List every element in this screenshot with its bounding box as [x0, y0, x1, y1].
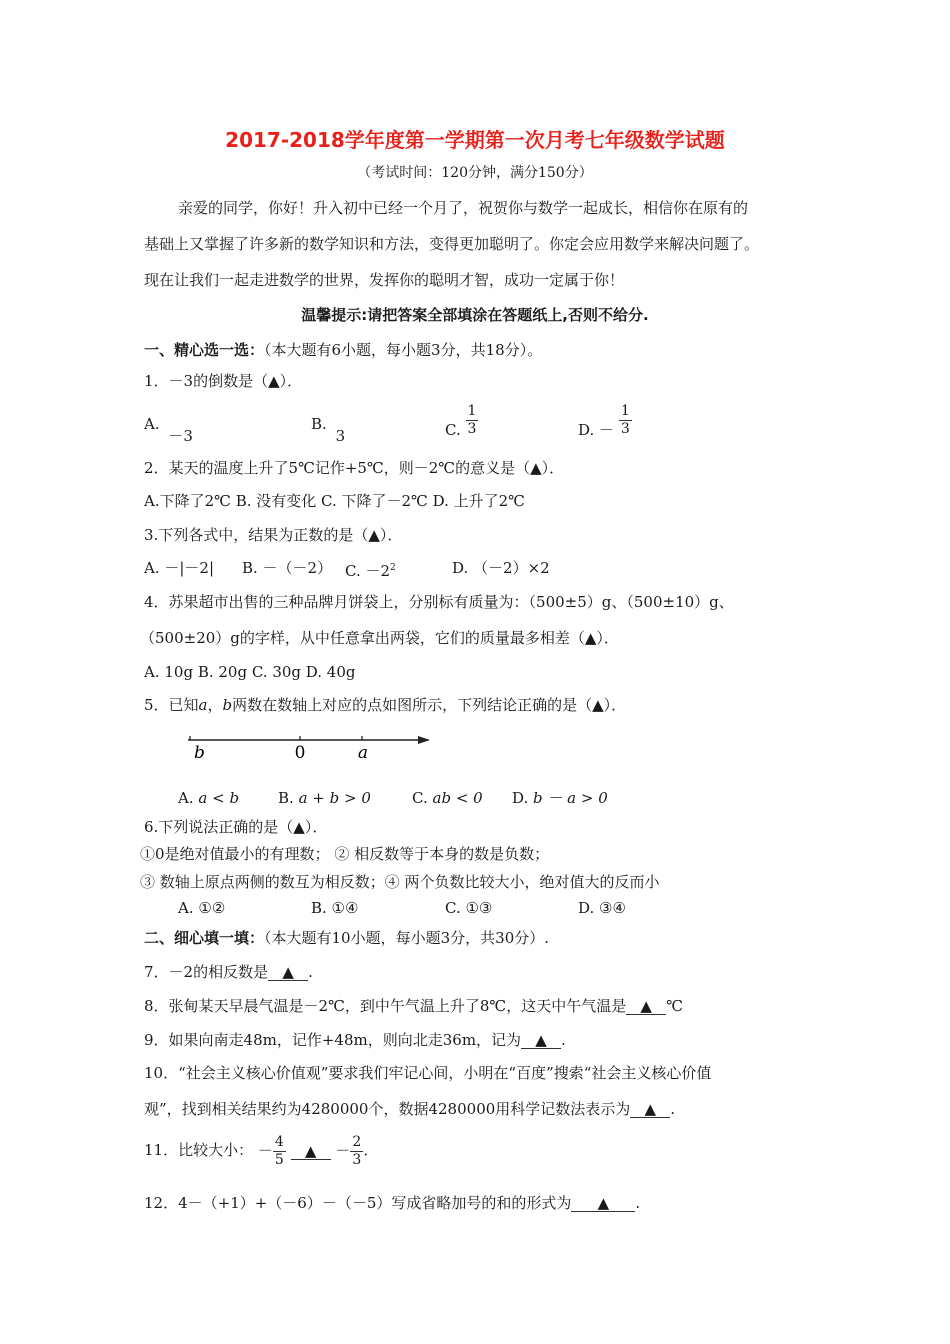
q5-option-b-label: B.	[278, 789, 294, 807]
q5-var-a: a	[198, 696, 208, 714]
fraction-numerator: 2	[352, 1134, 362, 1150]
q6-statement-2: ③ 数轴上原点两侧的数互为相反数；④ 两个负数比较大小，绝对值大的反而小	[140, 873, 660, 891]
q11-answer-blank: ▲	[291, 1143, 331, 1160]
q1-option-c	[445, 403, 478, 438]
q1-option-d-label: D.	[578, 420, 595, 439]
q5-option-b	[278, 788, 371, 808]
q1-option-b	[311, 414, 346, 445]
q1-option-a-value: －3	[168, 427, 193, 445]
section-2-heading: 二、细心填一填：	[144, 929, 265, 947]
fraction-numerator: 1	[467, 403, 477, 419]
q3-option-c-base: C. －2	[345, 562, 391, 580]
q1-option-b-value: 3	[335, 427, 346, 445]
q3-option-c	[345, 558, 396, 581]
q10-line-2	[144, 1099, 675, 1119]
section-1-header	[144, 340, 542, 360]
q5-var-b: b	[222, 696, 233, 714]
q11-text: 11．比较大小：	[144, 1140, 254, 1159]
intro-line-2: 基础上又掌握了许多新的数学知识和方法，变得更加聪明了。你定会应用数学来解决问题了。	[144, 235, 760, 253]
q5-option-d-label: D.	[512, 789, 529, 807]
number-line-figure	[180, 728, 440, 768]
q3-option-d: D. （－2）×2	[452, 559, 550, 577]
fraction-denominator: 5	[274, 1152, 284, 1168]
q6-option-c: C. ①③	[445, 899, 493, 917]
q4-line-2: （500±20）g的字样，从中任意拿出两袋，它们的质量最多相差（▲）．	[140, 629, 619, 647]
q9-end: .	[561, 1031, 566, 1049]
q5-option-d	[512, 788, 608, 808]
q5-stem-mid: ，	[207, 696, 223, 714]
q11-sign-1: －	[257, 1141, 273, 1160]
warning-tip: 温馨提示:请把答案全部填涂在答题纸上,否则不给分.	[301, 306, 649, 324]
q8	[144, 996, 683, 1016]
q5-option-c-expr: ab < 0	[432, 789, 483, 807]
q8-end: ℃	[666, 997, 683, 1015]
q3-stem: 3.下列各式中，结果为正数的是（▲）．	[144, 526, 403, 544]
fraction-numerator: 1	[620, 403, 630, 419]
exam-info: （考试时间：120分钟，满分150分）	[357, 165, 593, 181]
q11-fraction-2	[350, 1134, 363, 1169]
q6-option-a: A. ①②	[178, 899, 226, 917]
q5-option-a	[178, 788, 239, 808]
intro-line-1: 亲爱的同学，你好！升入初中已经一个月了，祝贺你与数学一起成长，相信你在原有的	[178, 199, 749, 217]
q6-option-b: B. ①④	[311, 899, 359, 917]
q8-answer-blank: ▲	[626, 998, 666, 1015]
q2-options: A.下降了2℃ B. 没有变化 C. 下降了－2℃ D. 上升了2℃	[144, 492, 525, 510]
q6-option-d: D. ③④	[578, 899, 626, 917]
q1-option-d	[578, 403, 632, 438]
q9-answer-blank: ▲	[521, 1032, 561, 1049]
fraction-numerator: 4	[274, 1134, 284, 1150]
q5-stem-post: 两数在数轴上对应的点如图所示，下列结论正确的是（▲）．	[232, 696, 627, 714]
q3-option-c-exponent: 2	[390, 563, 396, 573]
q12	[144, 1193, 640, 1213]
q5-option-c-label: C.	[412, 789, 428, 807]
q12-text: 12．4－（+1）+（－6）－（－5）写成省略加号的和的形式为	[144, 1194, 572, 1212]
q1-option-a-label: A.	[144, 415, 160, 433]
q5-stem	[144, 695, 626, 715]
q10-line-1: 10．“社会主义核心价值观”要求我们牢记心间，小明在“百度”搜索“社会主义核心价值	[144, 1064, 712, 1082]
q5-option-c	[412, 788, 483, 808]
q2-stem: 2．某天的温度上升了5℃记作+5℃，则－2℃的意义是（▲）．	[144, 459, 565, 477]
q5-option-a-expr: a < b	[198, 789, 240, 807]
q1-option-d-sign: －	[599, 420, 615, 439]
q4-options: A. 10g B. 20g C. 30g D. 40g	[144, 663, 356, 681]
q7	[144, 962, 313, 982]
section-1-desc: （本大题有6小题，每小题3分，共18分）。	[264, 341, 543, 359]
q5-option-d-expr: b － a > 0	[533, 789, 608, 807]
q1-option-c-fraction	[466, 403, 479, 438]
page-title: 2017-2018学年度第一学期第一次月考七年级数学试题	[225, 128, 725, 152]
q1-option-a	[144, 414, 193, 445]
q1-option-b-label: B.	[311, 415, 327, 433]
q11-end: .	[363, 1141, 369, 1160]
q11-fraction-1	[273, 1134, 286, 1169]
label-b: b	[194, 743, 205, 763]
q1-option-d-fraction	[619, 403, 632, 438]
q5-option-a-label: A.	[178, 789, 194, 807]
q1-option-c-label: C.	[445, 420, 461, 439]
number-line-arrow	[418, 736, 430, 744]
q11-sign-2: －	[335, 1141, 351, 1160]
section-2-header	[144, 928, 549, 948]
q12-end: .	[635, 1194, 641, 1212]
q6-stem: 6.下列说法正确的是（▲）．	[144, 818, 328, 836]
section-2-desc: （本大题有10小题，每小题3分，共30分）.	[264, 929, 550, 947]
label-a: a	[357, 743, 369, 763]
q9-text: 9．如果向南走48m，记作+48m，则向北走36m，记为	[144, 1031, 522, 1049]
q7-text: 7．－2的相反数是	[144, 963, 269, 981]
intro-line-3: 现在让我们一起走进数学的世界，发挥你的聪明才智，成功一定属于你！	[144, 271, 625, 289]
q10-end: .	[670, 1100, 676, 1118]
fraction-denominator: 3	[620, 421, 630, 437]
q12-answer-blank: ▲	[571, 1195, 635, 1212]
q7-answer-blank: ▲	[268, 964, 308, 981]
fraction-denominator: 3	[352, 1152, 362, 1168]
q3-option-a: A. －|－2|	[144, 559, 215, 577]
section-1-heading: 一、精心选一选：	[144, 341, 265, 359]
q10-text: 观”，找到相关结果约为4280000个，数据4280000用科学记数法表示为	[144, 1100, 631, 1118]
q7-end: .	[308, 963, 313, 981]
q9	[144, 1030, 566, 1050]
q6-statement-1: ①0是绝对值最小的有理数； ② 相反数等于本身的数是负数；	[140, 845, 550, 863]
q5-stem-pre: 5．已知	[144, 696, 199, 714]
q3-option-b: B. －（－2）	[242, 559, 333, 577]
q8-text: 8．张甸某天早晨气温是－2℃，到中午气温上升了8℃，这天中午气温是	[144, 997, 627, 1015]
q10-answer-blank: ▲	[630, 1101, 670, 1118]
label-zero: 0	[294, 743, 306, 763]
q5-option-b-expr: a + b > 0	[298, 789, 371, 807]
q11	[144, 1134, 368, 1169]
q1-stem: 1．－3的倒数是（▲）．	[144, 372, 303, 390]
fraction-denominator: 3	[467, 421, 477, 437]
q4-line-1: 4．苏果超市出售的三种品牌月饼袋上，分别标有质量为：（500±5）g、（500±10）g、	[144, 593, 734, 611]
